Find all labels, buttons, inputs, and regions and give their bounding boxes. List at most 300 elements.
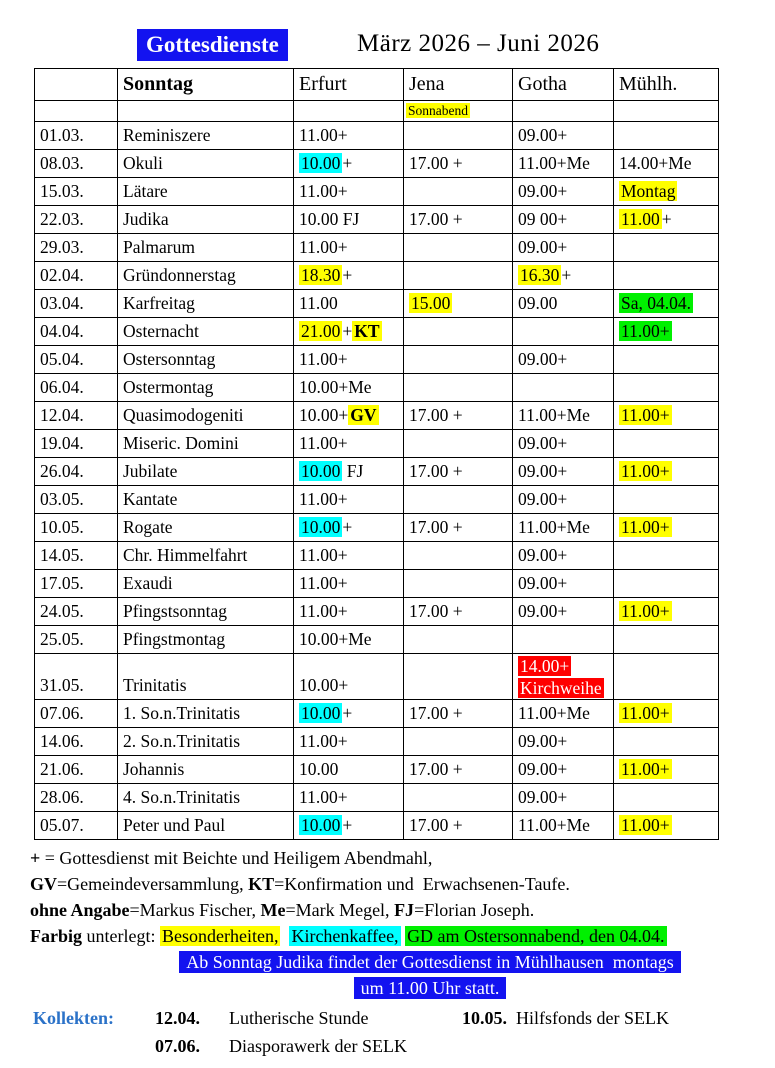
- text-segment: 10.00+Me: [299, 377, 372, 397]
- text-segment: 17.00 +: [409, 759, 463, 779]
- text-segment: 09.00: [518, 293, 558, 313]
- text-segment: 10.00 FJ: [299, 209, 360, 229]
- legend-line-pastors: [30, 897, 775, 923]
- highlighted-text: Kirchenkaffee,: [291, 926, 399, 946]
- table-row: [35, 784, 719, 812]
- date-range: März 2026 – Juni 2026: [357, 30, 600, 57]
- cell-jena: [404, 122, 513, 150]
- cell-gotha: [513, 234, 614, 262]
- date-cell: 10.05.: [35, 514, 118, 542]
- cell-erfurt: [294, 784, 404, 812]
- sunday-name-cell: Lätare: [118, 178, 294, 206]
- text-segment: 09.00+: [518, 601, 568, 621]
- subheader-cell-erfurt: [294, 101, 404, 122]
- date-cell: 04.04.: [35, 318, 118, 346]
- cell-gotha: [513, 346, 614, 374]
- cell-jena: [404, 626, 513, 654]
- date-cell: 06.04.: [35, 374, 118, 402]
- highlighted-text: 11.00: [621, 209, 660, 229]
- table-row: [35, 150, 719, 178]
- highlighted-text: Besonderheiten,: [161, 926, 279, 946]
- cell-erfurt: [294, 700, 404, 728]
- table-row: [35, 122, 719, 150]
- highlighted-text: 16.30: [520, 265, 560, 285]
- text-segment: =Konfirmation und Erwachsenen-Taufe.: [274, 874, 570, 894]
- kollekten-date-3: 07.06.: [155, 1036, 200, 1056]
- cell-jena: [404, 598, 513, 626]
- text-segment: Farbig: [30, 926, 82, 946]
- text-segment: +: [342, 321, 353, 341]
- cell-jena: [404, 784, 513, 812]
- cell-gotha: [513, 570, 614, 598]
- table-row: [35, 700, 719, 728]
- text-segment: FJ: [342, 461, 364, 481]
- table-row: [35, 514, 719, 542]
- cell-muehlh: [614, 812, 719, 840]
- text-segment: 11.00+Me: [518, 405, 590, 425]
- kollekten-date-1: 12.04.: [155, 1008, 200, 1028]
- cell-erfurt: [294, 598, 404, 626]
- cell-muehlh: [614, 122, 719, 150]
- cell-erfurt: [294, 812, 404, 840]
- sunday-name-cell: 2. So.n.Trinitatis: [118, 728, 294, 756]
- text-segment: ohne Angabe: [30, 900, 130, 920]
- date-cell: 29.03.: [35, 234, 118, 262]
- highlighted-text: 10.00: [301, 703, 341, 723]
- cell-gotha: [513, 402, 614, 430]
- text-segment: 14.00+Me: [619, 153, 692, 173]
- highlighted-text: GD am Ostersonnabend, den 04.04.: [407, 926, 665, 946]
- sunday-name-cell: Okuli: [118, 150, 294, 178]
- legend-line-abbreviations: [30, 871, 775, 897]
- text-segment: FJ: [394, 900, 415, 920]
- cell-jena: [404, 728, 513, 756]
- cell-gotha: [513, 178, 614, 206]
- text-segment: +: [561, 265, 572, 285]
- text-segment: 11.00+Me: [518, 517, 590, 537]
- sunday-name-cell: Pfingstsonntag: [118, 598, 294, 626]
- text-segment: 09.00+: [518, 461, 568, 481]
- date-cell: 14.06.: [35, 728, 118, 756]
- cell-muehlh: [614, 756, 719, 784]
- sunday-name-cell: Johannis: [118, 756, 294, 784]
- table-header-row: [35, 69, 719, 101]
- kollekten-row-2: [33, 1032, 775, 1060]
- table-row: [35, 206, 719, 234]
- subheader-cell-gotha: [513, 101, 614, 122]
- cell-erfurt: [294, 374, 404, 402]
- cell-gotha: [513, 812, 614, 840]
- date-cell: 05.07.: [35, 812, 118, 840]
- cell-muehlh: [614, 206, 719, 234]
- text-segment: KT: [248, 874, 275, 894]
- sunday-name-cell: Pfingstmontag: [118, 626, 294, 654]
- text-segment: 17.00 +: [409, 405, 463, 425]
- cell-erfurt: [294, 206, 404, 234]
- sunday-name-cell: Exaudi: [118, 570, 294, 598]
- date-cell: 12.04.: [35, 402, 118, 430]
- cell-gotha: [513, 756, 614, 784]
- sunday-name-cell: Reminiszere: [118, 122, 294, 150]
- cell-jena: [404, 178, 513, 206]
- cell-erfurt: [294, 514, 404, 542]
- text-segment: 11.00+: [299, 489, 348, 509]
- cell-gotha: [513, 700, 614, 728]
- cell-gotha: [513, 318, 614, 346]
- kollekten-label: Kollekten:: [33, 1008, 114, 1028]
- kollekten-text-3: Diasporawerk der SELK: [229, 1036, 407, 1056]
- cell-erfurt: [294, 346, 404, 374]
- cell-muehlh: [614, 346, 719, 374]
- cell-muehlh: [614, 784, 719, 812]
- text-segment: unterlegt:: [82, 926, 160, 946]
- cell-jena: [404, 514, 513, 542]
- subheader-cell-sonntag: [118, 101, 294, 122]
- table-row: [35, 570, 719, 598]
- text-segment: 09.00+: [518, 349, 568, 369]
- column-header-jena: Jena: [404, 69, 513, 101]
- column-header-erfurt: Erfurt: [294, 69, 404, 101]
- kollekten-label-spacer: [33, 1032, 155, 1060]
- sunday-name-cell: 1. So.n.Trinitatis: [118, 700, 294, 728]
- highlighted-text: 11.00+: [621, 703, 670, 723]
- kollekten-row-1: [33, 1004, 775, 1032]
- sunday-name-cell: Ostersonntag: [118, 346, 294, 374]
- sunday-name-cell: Gründonnerstag: [118, 262, 294, 290]
- date-cell: 01.03.: [35, 122, 118, 150]
- text-segment: 09.00+: [518, 573, 568, 593]
- text-segment: GV: [30, 874, 57, 894]
- highlighted-text: 21.00: [301, 321, 341, 341]
- sunday-name-cell: 4. So.n.Trinitatis: [118, 784, 294, 812]
- kollekten-text-1: Lutherische Stunde: [229, 1008, 369, 1028]
- text-segment: 11.00+: [299, 731, 348, 751]
- text-segment: 11.00+: [299, 349, 348, 369]
- cell-jena: [404, 458, 513, 486]
- cell-jena: [404, 756, 513, 784]
- cell-erfurt: [294, 458, 404, 486]
- cell-erfurt: [294, 430, 404, 458]
- sunday-name-cell: Kantate: [118, 486, 294, 514]
- kollekten-text-2: Hilfsfonds der SELK: [516, 1008, 669, 1028]
- highlighted-text: 11.00+: [621, 461, 670, 481]
- text-segment: =Florian Joseph.: [414, 900, 535, 920]
- cell-muehlh: [614, 290, 719, 318]
- table-row: [35, 374, 719, 402]
- cell-jena: [404, 402, 513, 430]
- sunday-name-cell: Peter und Paul: [118, 812, 294, 840]
- cell-muehlh: [614, 598, 719, 626]
- column-header-gotha: Gotha: [513, 69, 614, 101]
- cell-jena: [404, 206, 513, 234]
- sunday-name-cell: Chr. Himmelfahrt: [118, 542, 294, 570]
- highlighted-text: Montag: [621, 181, 676, 201]
- date-cell: 14.05.: [35, 542, 118, 570]
- cell-muehlh: [614, 318, 719, 346]
- cell-gotha: [513, 206, 614, 234]
- legend-line-abendmahl: [30, 845, 775, 871]
- cell-muehlh: [614, 150, 719, 178]
- cell-muehlh: [614, 542, 719, 570]
- cell-muehlh: [614, 486, 719, 514]
- highlighted-text: KT: [354, 321, 380, 341]
- text-segment: 09.00+: [518, 125, 568, 145]
- text-segment: 11.00+: [299, 433, 348, 453]
- cell-erfurt: [294, 542, 404, 570]
- cell-jena: [404, 234, 513, 262]
- cell-jena: [404, 150, 513, 178]
- cell-muehlh: [614, 178, 719, 206]
- table-row: [35, 486, 719, 514]
- date-cell: 19.04.: [35, 430, 118, 458]
- sunday-name-cell: Judika: [118, 206, 294, 234]
- table-row: [35, 290, 719, 318]
- highlighted-text: 10.00: [301, 153, 341, 173]
- notice-banner-text-1: Ab Sonntag Judika findet der Gottesdienst in Mühlhausen montags: [179, 951, 680, 973]
- cell-jena: [404, 346, 513, 374]
- cell-gotha: [513, 150, 614, 178]
- highlighted-text: GV: [350, 405, 377, 425]
- highlighted-text: Kirchweihe: [520, 678, 602, 698]
- cell-jena: [404, 318, 513, 346]
- table-row: [35, 458, 719, 486]
- cell-jena: [404, 654, 513, 700]
- kollekten-date-2: 10.05.: [462, 1008, 507, 1028]
- table-row: [35, 318, 719, 346]
- table-row: [35, 654, 719, 700]
- text-segment: +: [342, 265, 353, 285]
- sunday-name-cell: Quasimodogeniti: [118, 402, 294, 430]
- notice-banner-text-2: um 11.00 Uhr statt.: [354, 977, 507, 999]
- date-cell: 07.06.: [35, 700, 118, 728]
- cell-gotha: [513, 654, 614, 700]
- cell-gotha: [513, 374, 614, 402]
- highlighted-text: 11.00+: [621, 759, 670, 779]
- text-segment: 17.00 +: [409, 517, 463, 537]
- cell-jena: [404, 700, 513, 728]
- cell-jena: [404, 290, 513, 318]
- cell-erfurt: [294, 756, 404, 784]
- cell-muehlh: [614, 654, 719, 700]
- text-segment: 11.00+Me: [518, 703, 590, 723]
- cell-erfurt: [294, 486, 404, 514]
- sunday-name-cell: Osternacht: [118, 318, 294, 346]
- date-cell: 17.05.: [35, 570, 118, 598]
- cell-erfurt: [294, 654, 404, 700]
- cell-erfurt: [294, 262, 404, 290]
- highlighted-text: 15.00: [411, 293, 451, 313]
- cell-erfurt: [294, 122, 404, 150]
- table-row: [35, 346, 719, 374]
- text-segment: 09.00+: [518, 433, 568, 453]
- table-row: [35, 234, 719, 262]
- cell-gotha: [513, 542, 614, 570]
- cell-gotha: [513, 784, 614, 812]
- table-row: [35, 812, 719, 840]
- subheader-row: [35, 101, 719, 122]
- date-cell: 26.04.: [35, 458, 118, 486]
- cell-muehlh: [614, 626, 719, 654]
- column-header-muehlh: Mühlh.: [614, 69, 719, 101]
- cell-gotha: [513, 430, 614, 458]
- cell-jena: [404, 486, 513, 514]
- cell-erfurt: [294, 728, 404, 756]
- text-segment: =Gemeindeversammlung,: [57, 874, 249, 894]
- text-segment: 10.00: [299, 759, 339, 779]
- date-cell: 24.05.: [35, 598, 118, 626]
- kollekten-section: [33, 1004, 775, 1060]
- cell-muehlh: [614, 700, 719, 728]
- text-segment: 09.00+: [518, 237, 568, 257]
- cell-gotha: [513, 290, 614, 318]
- text-segment: +: [342, 703, 353, 723]
- sunday-name-cell: Trinitatis: [118, 654, 294, 700]
- highlighted-text: 11.00+: [621, 321, 670, 341]
- date-cell: 08.03.: [35, 150, 118, 178]
- date-cell: 03.04.: [35, 290, 118, 318]
- cell-muehlh: [614, 234, 719, 262]
- text-segment: +: [30, 848, 41, 868]
- text-segment: +: [342, 153, 353, 173]
- cell-jena: [404, 430, 513, 458]
- table-row: [35, 598, 719, 626]
- table-row: [35, 178, 719, 206]
- date-cell: 05.04.: [35, 346, 118, 374]
- notice-banner-line-2: [85, 975, 775, 1001]
- table-row: [35, 626, 719, 654]
- sunday-name-cell: Karfreitag: [118, 290, 294, 318]
- cell-muehlh: [614, 430, 719, 458]
- cell-erfurt: [294, 150, 404, 178]
- text-segment: 10.00+: [299, 675, 349, 695]
- sunday-name-cell: Jubilate: [118, 458, 294, 486]
- date-cell: 02.04.: [35, 262, 118, 290]
- text-segment: 11.00+: [299, 125, 348, 145]
- text-segment: =Mark Megel,: [285, 900, 395, 920]
- cell-erfurt: [294, 318, 404, 346]
- sunday-name-cell: Palmarum: [118, 234, 294, 262]
- text-segment: 09.00+: [518, 545, 568, 565]
- table-row: [35, 756, 719, 784]
- column-header-date: [35, 69, 118, 101]
- date-cell: 22.03.: [35, 206, 118, 234]
- cell-erfurt: [294, 626, 404, 654]
- jena-sonnabend-note: Sonnabend: [408, 103, 468, 118]
- legend-line-colors: [30, 923, 775, 949]
- date-cell: 28.06.: [35, 784, 118, 812]
- table-row: [35, 542, 719, 570]
- cell-gotha: [513, 626, 614, 654]
- highlighted-text: 10.00: [301, 517, 341, 537]
- text-segment: 11.00+: [299, 573, 348, 593]
- page-title: Gottesdienste: [137, 29, 288, 61]
- cell-gotha: [513, 514, 614, 542]
- subheader-cell-date: [35, 101, 118, 122]
- date-cell: 31.05.: [35, 654, 118, 700]
- text-segment: 17.00 +: [409, 815, 463, 835]
- text-segment: 11.00: [299, 293, 338, 313]
- cell-gotha: [513, 262, 614, 290]
- text-segment: +: [342, 815, 353, 835]
- highlighted-text: 10.00: [301, 815, 341, 835]
- service-schedule-table: [34, 68, 719, 840]
- text-segment: 09.00+: [518, 787, 568, 807]
- sunday-name-cell: Rogate: [118, 514, 294, 542]
- cell-erfurt: [294, 178, 404, 206]
- cell-muehlh: [614, 728, 719, 756]
- text-segment: 17.00 +: [409, 153, 463, 173]
- highlighted-text: 11.00+: [621, 601, 670, 621]
- text-segment: 09.00+: [518, 731, 568, 751]
- date-cell: 03.05.: [35, 486, 118, 514]
- subheader-cell-muehlh: [614, 101, 719, 122]
- sunday-name-cell: Miseric. Domini: [118, 430, 294, 458]
- date-cell: 21.06.: [35, 756, 118, 784]
- highlighted-text: Sa, 04.04.: [621, 293, 691, 313]
- table-row: [35, 728, 719, 756]
- text-segment: 17.00 +: [409, 461, 463, 481]
- text-segment: 10.00+Me: [299, 629, 372, 649]
- text-segment: 17.00 +: [409, 601, 463, 621]
- text-segment: 10.00+: [299, 405, 349, 425]
- text-segment: 11.00+Me: [518, 815, 590, 835]
- text-segment: 11.00+: [299, 787, 348, 807]
- highlighted-text: 11.00+: [621, 405, 670, 425]
- cell-gotha: [513, 122, 614, 150]
- cell-muehlh: [614, 514, 719, 542]
- text-segment: +: [661, 209, 672, 229]
- cell-jena: [404, 570, 513, 598]
- date-cell: 15.03.: [35, 178, 118, 206]
- text-segment: 17.00 +: [409, 703, 463, 723]
- footer: [30, 845, 775, 1060]
- cell-muehlh: [614, 374, 719, 402]
- cell-erfurt: [294, 234, 404, 262]
- cell-gotha: [513, 486, 614, 514]
- text-segment: 09.00+: [518, 759, 568, 779]
- text-segment: Me: [260, 900, 286, 920]
- highlighted-text: 18.30: [301, 265, 341, 285]
- cell-jena: [404, 542, 513, 570]
- highlighted-text: 14.00+: [520, 656, 570, 676]
- cell-muehlh: [614, 570, 719, 598]
- text-segment: 11.00+: [299, 181, 348, 201]
- cell-jena: [404, 812, 513, 840]
- cell-gotha: [513, 598, 614, 626]
- table-row: [35, 430, 719, 458]
- text-segment: +: [342, 517, 353, 537]
- subheader-cell-jena: [404, 101, 513, 122]
- text-segment: 11.00+: [299, 237, 348, 257]
- table-row: [35, 262, 719, 290]
- text-segment: = Gottesdienst mit Beichte und Heiligem Abendmahl,: [40, 848, 433, 868]
- table-row: [35, 402, 719, 430]
- text-segment: 17.00 +: [409, 209, 463, 229]
- cell-muehlh: [614, 402, 719, 430]
- text-segment: 11.00+: [299, 545, 348, 565]
- text-segment: 09 00+: [518, 209, 568, 229]
- text-segment: 09.00+: [518, 489, 568, 509]
- cell-gotha: [513, 728, 614, 756]
- date-cell: 25.05.: [35, 626, 118, 654]
- cell-muehlh: [614, 262, 719, 290]
- cell-erfurt: [294, 570, 404, 598]
- text-segment: 09.00+: [518, 181, 568, 201]
- highlighted-text: 11.00+: [621, 517, 670, 537]
- title-row: [0, 29, 775, 63]
- cell-erfurt: [294, 290, 404, 318]
- cell-jena: [404, 262, 513, 290]
